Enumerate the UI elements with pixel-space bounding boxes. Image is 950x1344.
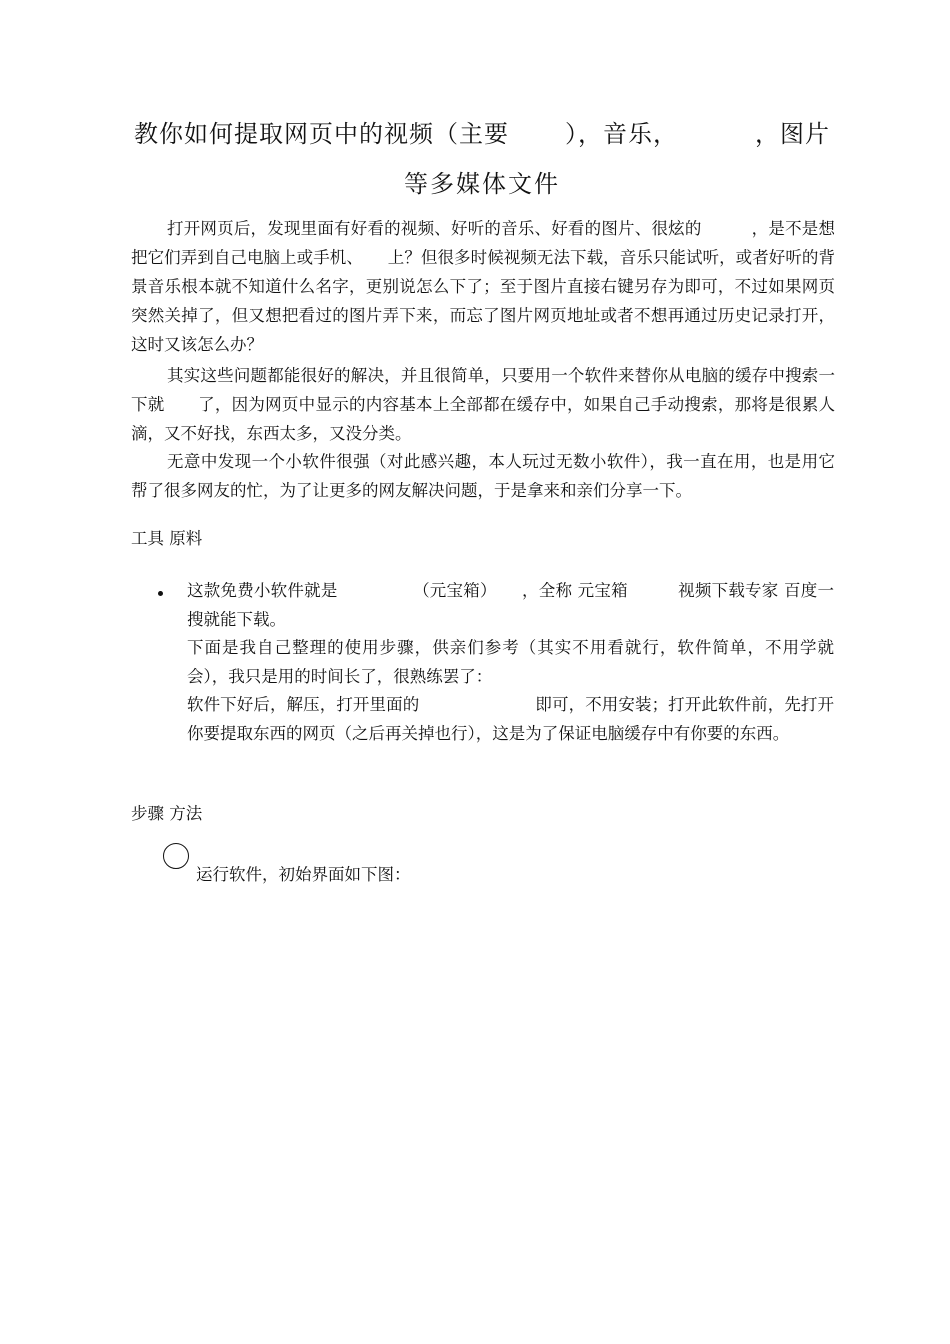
title-line1-part3: ，图片	[755, 120, 830, 148]
tools-heading: 工具 原料	[131, 529, 203, 548]
intro-paragraph-1: 打开网页后，发现里面有好看的视频、好听的音乐、好看的图片、很炫的 ，是不是想把它们弄到自己电脑上或手机、 上？但很多时候视频无法下载，音乐只能试听，或者好听的背景音乐根本就不知道什么名字，更别说怎么下了；至于图片直接右键另存为即可，不过如果网页突然关掉了，但又想把看过的图片弄下来，而忘了图片网页地址或者不想再通过历史记录打开，这时又该怎么办？	[131, 219, 835, 354]
title-line2: 等多媒体文件	[404, 170, 560, 198]
step-circle-icon	[163, 843, 189, 869]
step-1-text: 运行软件，初始界面如下图：	[196, 865, 411, 884]
tools-item-2: 下面是我自己整理的使用步骤，供亲们参考（其实不用看就行，软件简单，不用学就会），我只是用的时间长了，很熟练罢了：	[187, 638, 834, 686]
title-line1-part1: 教你如何提取网页中的视频（主要	[134, 120, 509, 148]
title-line1-part2: ），音乐，	[565, 120, 678, 148]
intro-paragraph-3: 无意中发现一个小软件很强（对此感兴趣，本人玩过无数小软件），我一直在用，也是用它帮了很多网友的忙，为了让更多的网友解决问题，于是拿来和亲们分享一下。	[131, 452, 835, 500]
intro-paragraph-2: 其实这些问题都能很好的解决，并且很简单，只要用一个软件来替你从电脑的缓存中搜索一下就 了，因为网页中显示的内容基本上全部都在缓存中，如果自己手动搜索，那将是很累人滴，又不好找，东西太多，又没分类。	[131, 366, 835, 443]
bullet-dot-icon	[158, 591, 163, 596]
steps-heading: 步骤 方法	[131, 804, 203, 823]
tools-item-1: 这款免费小软件就是 （元宝箱） ，全称 元宝箱 视频下载专家 百度一搜就能下载。	[187, 581, 834, 629]
tools-item-3: 软件下好后，解压，打开里面的 即可，不用安装；打开此软件前，先打开你要提取东西的网页（之后再关掉也行），这是为了保证电脑缓存中有你要的东西。	[187, 695, 834, 743]
